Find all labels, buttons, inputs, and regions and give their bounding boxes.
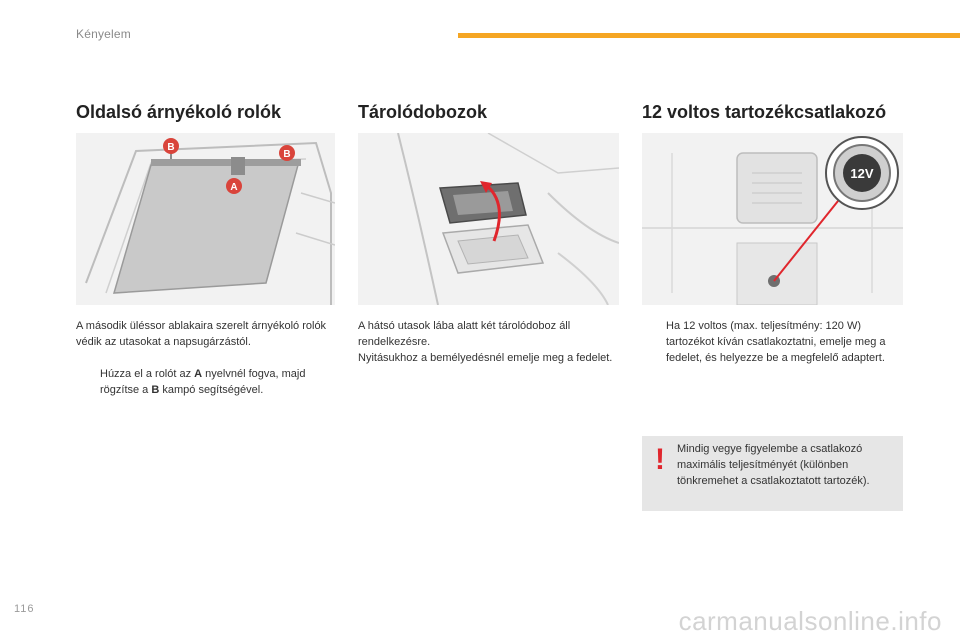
sunblind-instruction xyxy=(76,366,338,400)
chapter-title: Kényelem xyxy=(76,27,131,41)
socket-instruction-text: Ha 12 voltos (max. teljesítmény: 120 W) tartozékot kíván csatlakoztatni, emelje meg a fedelet, és helyezze be a megfelelő adaptert. xyxy=(666,320,886,364)
sunblind-instruction-text: Húzza el a rolót az A nyelvnél fogva, majd rögzítse a B kampó segítségével. xyxy=(100,368,306,396)
socket-illustration xyxy=(642,133,903,305)
warning-text: Mindig vegye figyelembe a csatlakozó maximális teljesítményét (különben tönkremehet a csatlakoztatott tartozék). xyxy=(677,443,870,487)
callout-b-right xyxy=(279,145,295,161)
sunblind-illustration xyxy=(76,133,335,305)
storage-description xyxy=(358,318,620,366)
section-title-12v-socket: 12 voltos tartozékcsatlakozó xyxy=(642,102,887,122)
callout-b-right-label: B xyxy=(283,149,291,160)
callout-b-left xyxy=(163,138,179,154)
socket-voltage-label: 12V xyxy=(850,166,874,181)
12v-socket-icon xyxy=(826,137,898,209)
storage-line-2: Nyitásukhoz a bemélyedésnél emelje meg a fedelet. xyxy=(358,352,613,364)
callout-a xyxy=(226,178,242,194)
section-title-storage: Tárolódobozok xyxy=(358,102,487,122)
storage-line-1: A hátsó utasok lába alatt két tárolódoboz áll rendelkezésre. xyxy=(358,320,571,348)
header-accent-bar xyxy=(458,33,960,38)
storage-box-illustration xyxy=(358,133,619,305)
page-number: 116 xyxy=(14,603,35,615)
section-title-sunblinds: Oldalsó árnyékoló rolók xyxy=(76,102,282,122)
callout-a-label: A xyxy=(230,182,238,193)
socket-instruction xyxy=(642,318,904,384)
sunblind-description: A második üléssor ablakaira szerelt árnyékoló rolók védik az utasokat a napsugárzástól. xyxy=(76,320,327,348)
watermark: carmanualsonline.info xyxy=(678,606,942,636)
warning-icon: ! xyxy=(655,443,665,476)
callout-b-left-label: B xyxy=(167,142,175,153)
warning-box xyxy=(642,436,903,511)
